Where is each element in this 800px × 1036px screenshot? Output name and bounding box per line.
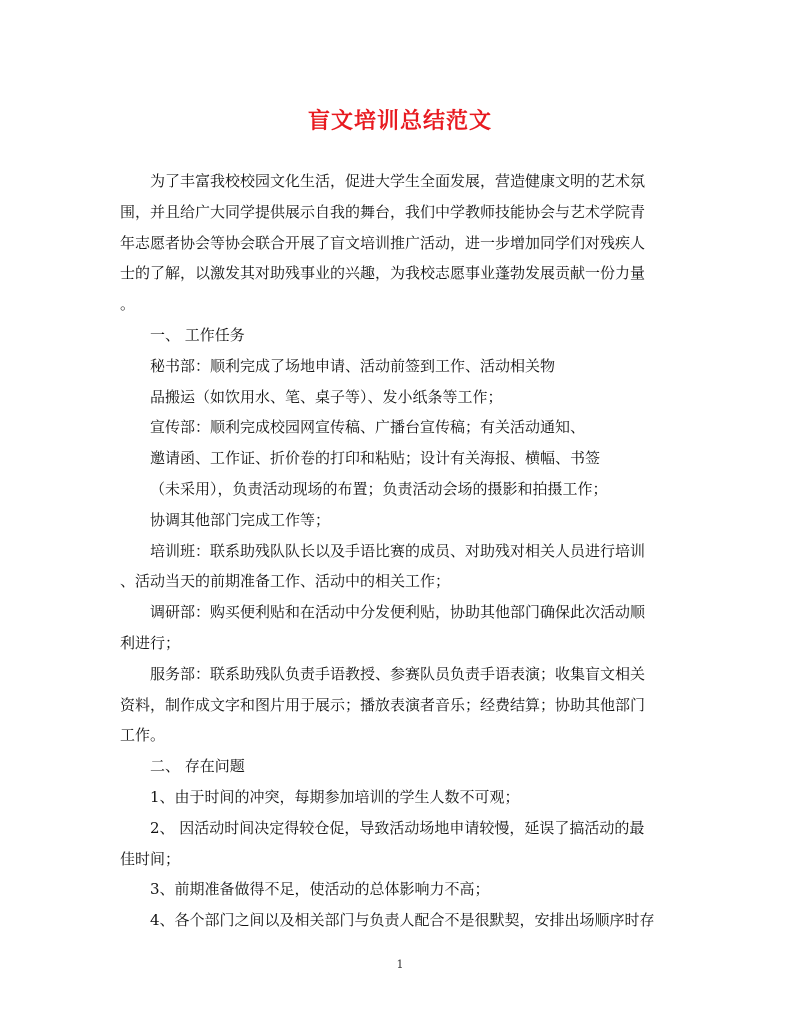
paragraph-line: 士的了解，以激发其对助残事业的兴趣，为我校志愿事业蓬勃发展贡献一份力量: [120, 264, 646, 283]
document-title: 盲文培训总结范文: [307, 108, 492, 134]
paragraph-line: 年志愿者协会等协会联合开展了盲文培训推广活动，进一步增加同学们对残疾人: [120, 233, 646, 252]
list-item-continuation: 佳时间；: [120, 849, 181, 868]
list-item: 4、各个部门之间以及相关部门与负责人配合不是很默契，安排出场顺序时存: [150, 911, 655, 930]
paragraph-line: 资料，制作成文字和图片用于展示；播放表演者音乐；经费结算；协助其他部门: [120, 695, 646, 714]
paragraph-line: 为了丰富我校校园文化生活，促进大学生全面发展，营造健康文明的艺术氛: [150, 172, 646, 190]
paragraph-line: 利进行；: [120, 633, 181, 652]
paragraph-line: 服务部：联系助残队负责手语教授、参赛队员负责手语表演；收集盲文相关: [150, 664, 646, 683]
paragraph-line: （未采用），负责活动现场的布置；负责活动会场的摄影和拍摄工作；: [150, 479, 608, 498]
paragraph-line: 宣传部：顺利完成校园网宣传稿、广播台宣传稿；有关活动通知、: [150, 418, 586, 437]
paragraph-line: 协调其他部门完成工作等；: [150, 510, 331, 529]
paragraph-line: 培训班：联系助残队队长以及手语比赛的成员、对助残对相关人员进行培训: [150, 541, 646, 560]
section-heading: 一、 工作任务: [150, 325, 245, 344]
section-heading: 二、 存在问题: [150, 757, 245, 776]
list-item: 1、由于时间的冲突，每期参加培训的学生人数不可观；: [150, 787, 520, 806]
paragraph-line: 围，并且给广大同学提供展示自我的舞台，我们中学教师技能协会与艺术学院青: [120, 202, 646, 221]
paragraph-line: 。: [120, 295, 136, 314]
paragraph-line: 调研部：购买便利贴和在活动中分发便利贴，协助其他部门确保此次活动顺: [150, 603, 646, 622]
paragraph-line: 品搬运（如饮用水、笔、桌子等）、发小纸条等工作；: [150, 387, 503, 406]
page-number: 1: [396, 958, 404, 971]
document-body: [120, 166, 682, 936]
paragraph-line: 、活动当天的前期准备工作、活动中的相关工作；: [120, 572, 451, 591]
paragraph-line: 工作。: [120, 726, 166, 745]
list-item: 2、 因活动时间决定得较仓促，导致活动场地申请较慢，延误了搞活动的最: [150, 818, 645, 837]
paragraph-line: 邀请函、工作证、折价卷的打印和粘贴；设计有关海报、横幅、书签: [150, 449, 601, 468]
paragraph-line: 秘书部：顺利完成了场地申请、活动前签到工作、活动相关物: [150, 356, 556, 375]
list-item: 3、前期准备做得不足，使活动的总体影响力不高；: [150, 880, 490, 899]
